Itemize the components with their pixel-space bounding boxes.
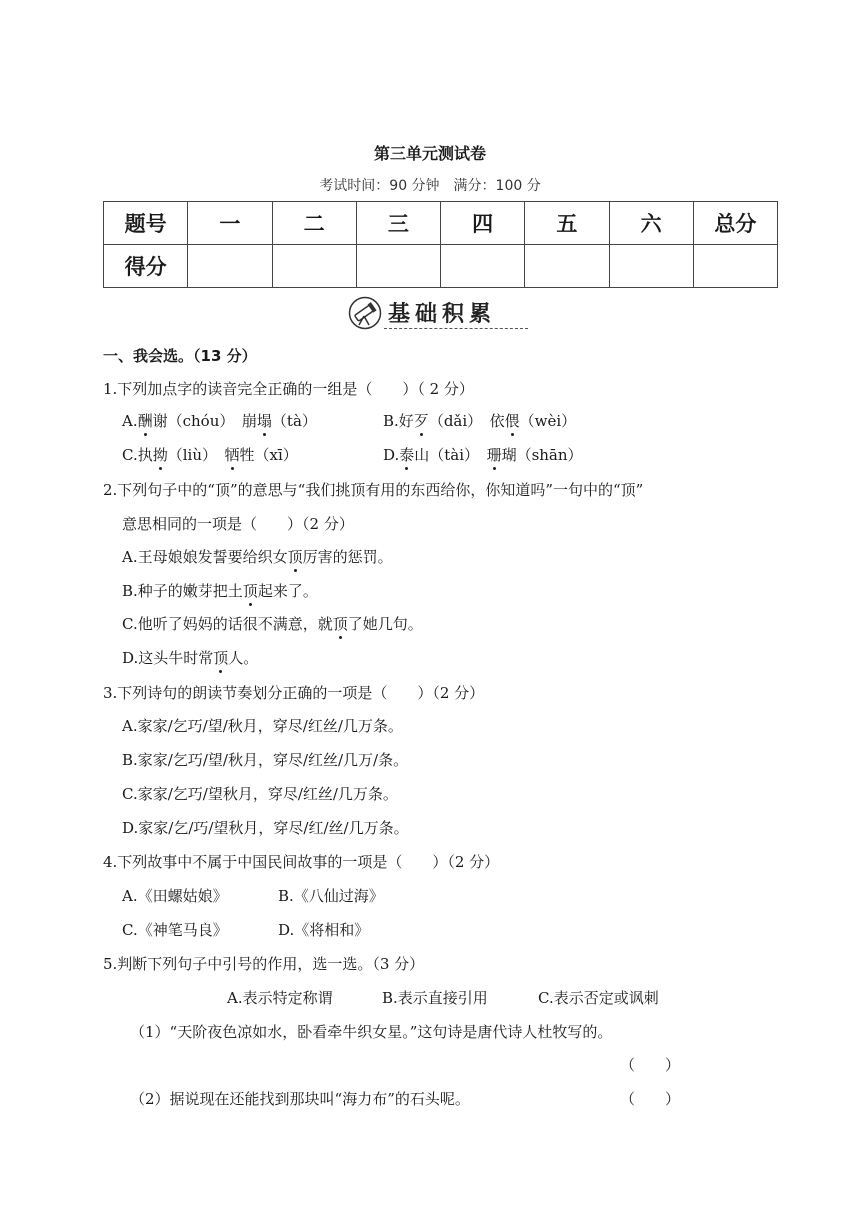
score-table-score-row [104, 245, 778, 288]
score-cell[interactable] [272, 245, 356, 288]
q1-option-d [383, 444, 583, 465]
q3-option-d: D.家家/乞/巧/望秋月，穿尽/红/丝/几万条。 [122, 819, 409, 837]
dotted-char: 塌 [256, 412, 272, 430]
banner-underline [384, 328, 528, 329]
q2-option-c [122, 613, 423, 634]
q2-option-a [122, 546, 393, 567]
section-heading: 一、我会选。（13 分） [103, 347, 257, 365]
option-text: D. [383, 446, 400, 464]
q3-option-c: C.家家/乞巧/望秋月，穿尽/红丝/几万条。 [122, 785, 398, 803]
score-cell[interactable] [525, 245, 609, 288]
score-cell[interactable] [441, 245, 525, 288]
row-label: 得分 [104, 245, 188, 288]
question-4-stem: 4.下列故事中不属于中国民间故事的一项是（ ）（2 分） [103, 853, 500, 871]
option-text: 谢（chóu） [152, 412, 227, 430]
option-text: 牲（xī） [239, 446, 298, 464]
question-1-stem: 1.下列加点字的读音完全正确的一组是（ ）（ 2 分） [103, 380, 474, 398]
q2-option-b [122, 580, 318, 601]
dotted-char: 顶 [242, 582, 258, 600]
header-cell: 四 [441, 202, 525, 245]
option-text: 瑚（shān） [501, 446, 583, 464]
option-text: C.执 [122, 446, 153, 464]
header-cell: 三 [356, 202, 440, 245]
answer-blank[interactable]: （ ） [620, 1056, 681, 1074]
option-text: （tà） [271, 412, 317, 430]
q1-option-c [122, 444, 298, 465]
q2-option-d [122, 647, 258, 668]
score-table-header-row [104, 202, 778, 245]
q1-option-a [122, 410, 317, 431]
option-text: （wèi） [519, 412, 577, 430]
q4-option-b: B.《八仙过海》 [278, 887, 384, 905]
header-cell: 一 [188, 202, 272, 245]
dotted-char: 顶 [332, 615, 348, 633]
dotted-char: 歹 [413, 412, 429, 430]
option-text: 厉害的惩罚。 [302, 548, 393, 566]
banner-title: 基础积累 [388, 302, 497, 327]
dotted-char: 顶 [287, 548, 303, 566]
header-cell: 二 [272, 202, 356, 245]
q5-sentence-2: （2）据说现在还能找到那块叫“海力布”的石头呢。 [130, 1090, 470, 1108]
dotted-char: 珊 [486, 446, 502, 464]
telescope-icon [348, 296, 382, 330]
option-text: A.王母娘娘发誓要给织女 [122, 548, 288, 566]
score-cell[interactable] [609, 245, 693, 288]
q4-option-a: A.《田螺姑娘》 [122, 887, 228, 905]
dotted-char: 泰 [399, 446, 415, 464]
option-text: B.好 [383, 412, 414, 430]
dotted-char: 偎 [504, 412, 520, 430]
question-3-stem: 3.下列诗句的朗读节奏划分正确的一项是（ ）（2 分） [103, 684, 485, 702]
q5-sentence-1: （1）“天阶夜色凉如水，卧看牵牛织女星。”这句诗是唐代诗人杜牧写的。 [130, 1023, 613, 1041]
q1-option-b [383, 410, 576, 431]
header-cell: 六 [609, 202, 693, 245]
dotted-char: 酬 [137, 412, 153, 430]
q3-option-b: B.家家/乞巧/望/秋月，穿尽/红丝/几万/条。 [122, 751, 409, 769]
option-text: （dǎi） 依 [428, 412, 505, 430]
dotted-char: 拗 [152, 446, 168, 464]
option-text: D.这头牛时常 [122, 649, 214, 667]
answer-blank[interactable]: （ ） [620, 1090, 681, 1108]
dotted-char: 牺 [224, 446, 240, 464]
option-text: 山（tài） [414, 446, 487, 464]
page-title: 第三单元测试卷 [373, 144, 486, 163]
option-text: B.种子的嫩芽把土 [122, 582, 243, 600]
option-text: 人。 [228, 649, 259, 667]
option-text: A. [122, 412, 138, 430]
option-text: C.他听了妈妈的话很不满意，就 [122, 615, 333, 633]
score-cell[interactable] [188, 245, 272, 288]
option-text: 崩 [226, 412, 257, 430]
exam-info: 考试时间：90 分钟 满分：100 分 [319, 178, 541, 194]
dotted-char: 顶 [213, 649, 229, 667]
q5-choice-b: B.表示直接引用 [382, 989, 488, 1007]
header-cell: 总分 [693, 202, 777, 245]
header-cell: 五 [525, 202, 609, 245]
q5-choice-a: A.表示特定称谓 [227, 989, 333, 1007]
score-table [103, 201, 778, 288]
option-text: 了她几句。 [347, 615, 423, 633]
q3-option-a: A.家家/乞巧/望/秋月，穿尽/红丝/几万条。 [122, 717, 403, 735]
question-5-stem: 5.判断下列句子中引号的作用，选一选。（3 分） [103, 955, 425, 973]
score-cell[interactable] [693, 245, 777, 288]
q4-option-c: C.《神笔马良》 [122, 921, 228, 939]
option-text: 起来了。 [257, 582, 318, 600]
score-cell[interactable] [356, 245, 440, 288]
q5-choice-c: C.表示否定或讽刺 [538, 989, 659, 1007]
q4-option-d: D.《将相和》 [278, 921, 370, 939]
option-text: （liù） [167, 446, 225, 464]
header-cell: 题号 [104, 202, 188, 245]
question-2-stem-cont: 意思相同的一项是（ ）（2 分） [122, 515, 354, 533]
question-2-stem: 2.下列句子中的“顶”的意思与“我们挑顶有用的东西给你，你知道吗”一句中的“顶” [103, 481, 644, 499]
